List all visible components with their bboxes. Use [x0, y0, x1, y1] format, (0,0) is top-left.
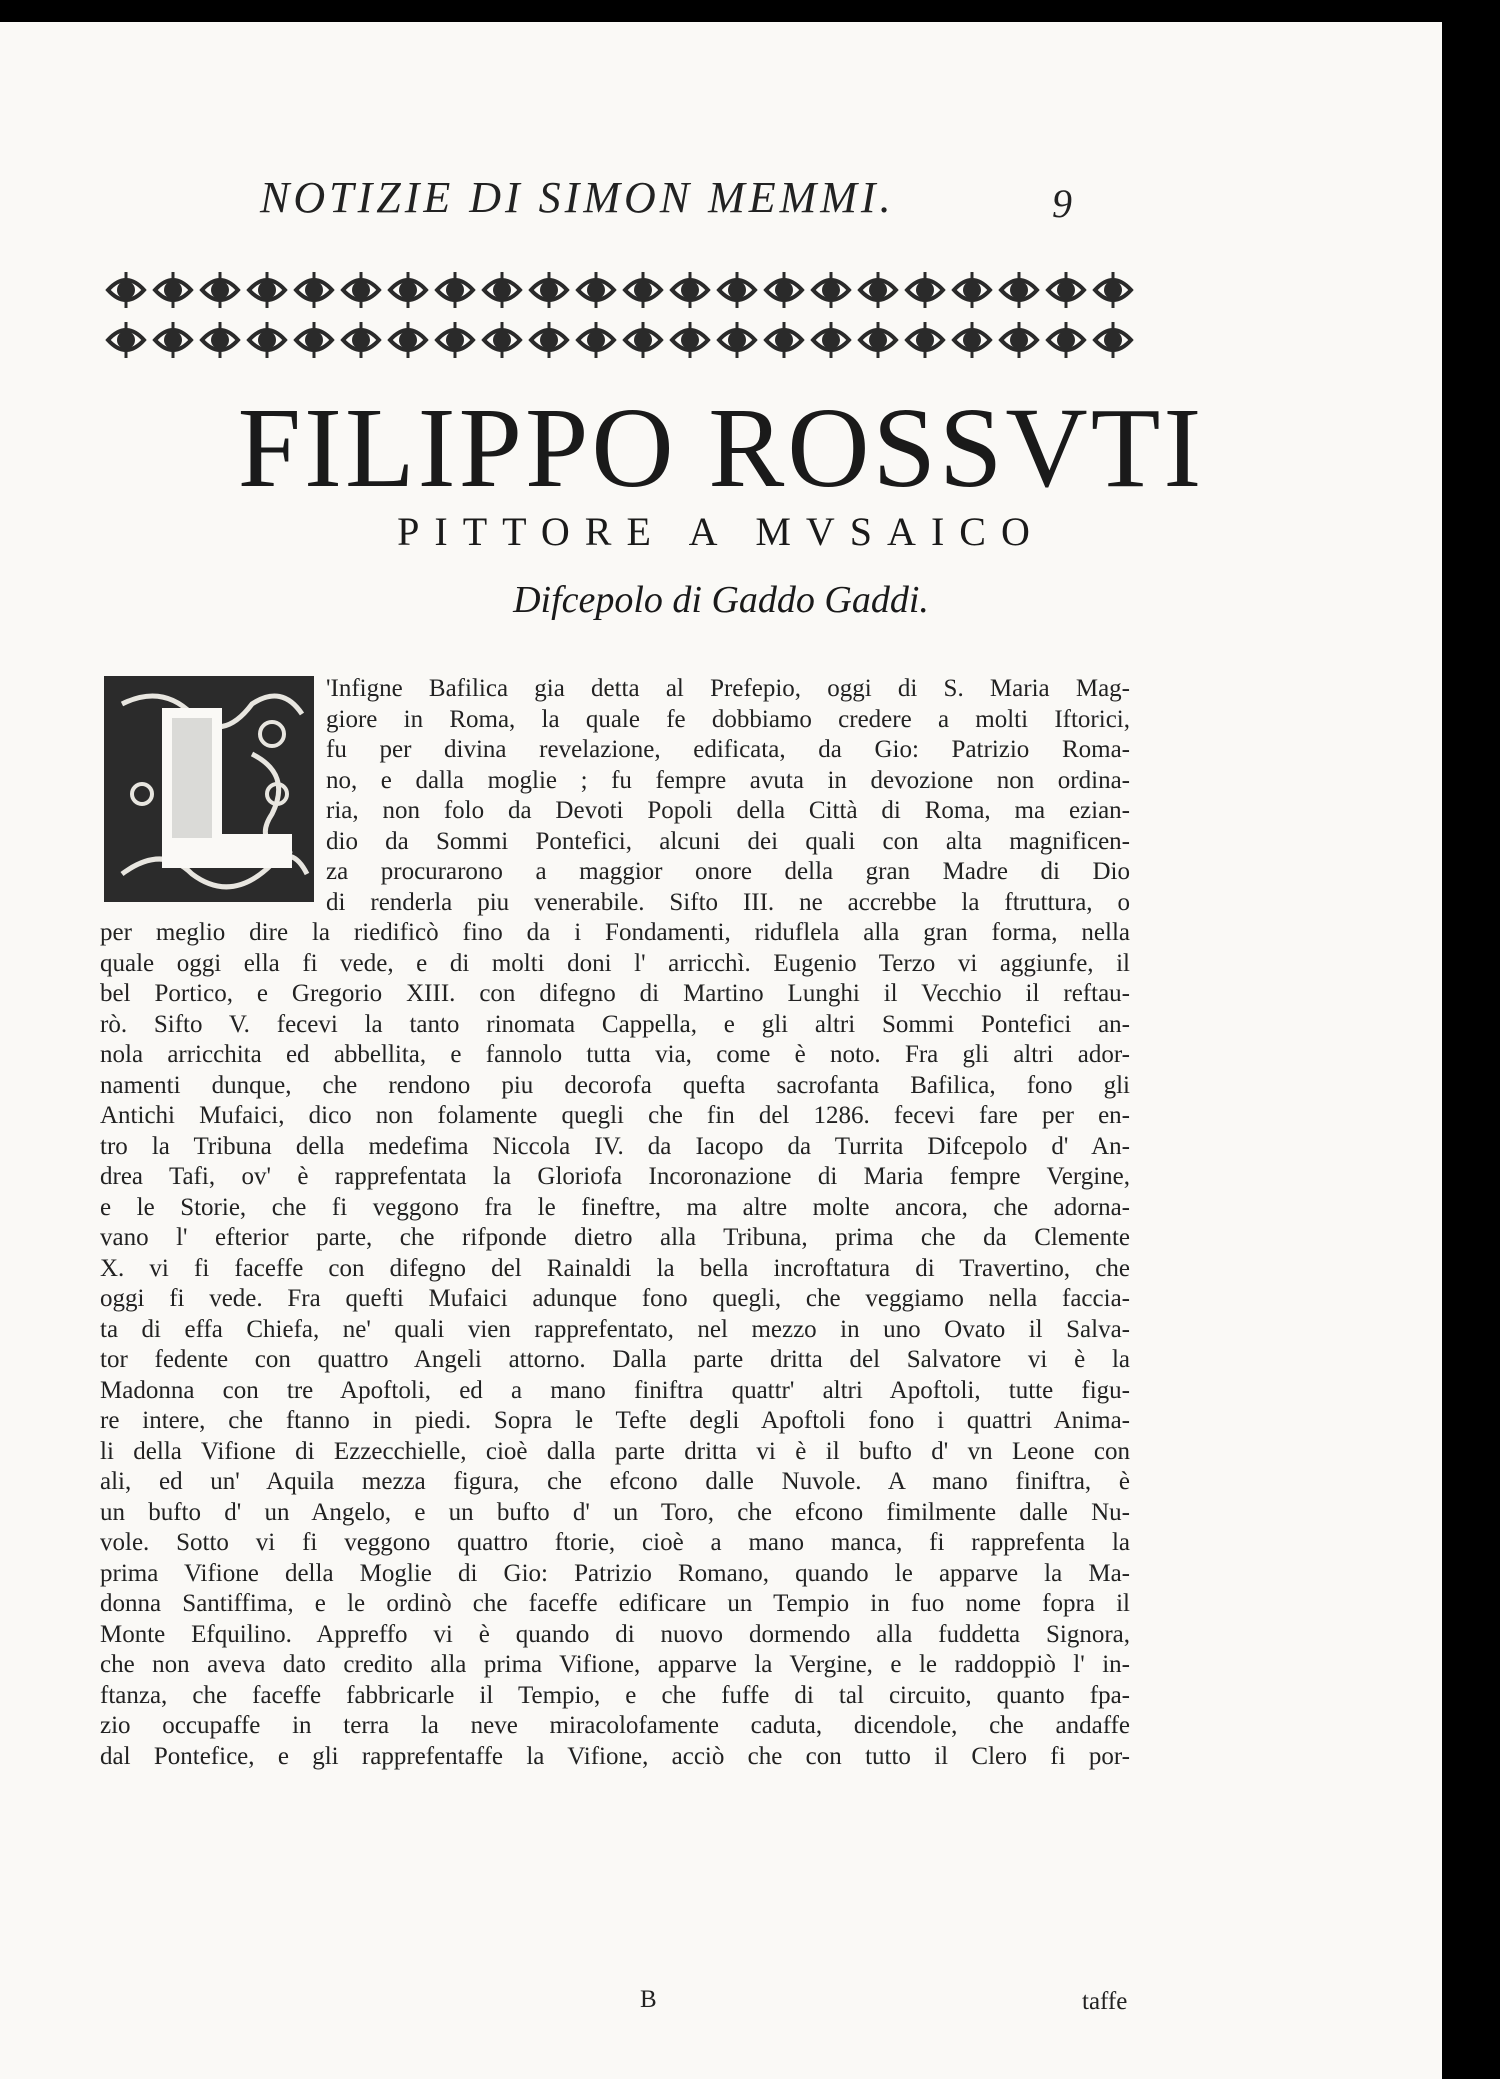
body-text-line: nola arricchita ed abbellita, e fannolo tutta via, come è noto. Fra gli altri ador-: [100, 1041, 1130, 1068]
body-text-line: ria, non folo da Devoti Popoli della Città di Roma, ma ezian-: [326, 797, 1130, 824]
body-text-line: prima Vifione della Moglie di Gio: Patrizio Romano, quando le apparve la Ma-: [100, 1559, 1130, 1587]
catchword: taffe: [1082, 1988, 1128, 2015]
body-text-line: no, e dalla moglie ; fu fempre avuta in devozione non ordina-: [326, 766, 1130, 794]
chapter-title: FILIPPO ROSSVTI: [237, 384, 1205, 511]
body-text-line: zio occupaffe in terra la neve miracolofamente caduta, dicendole, che andaffe: [100, 1712, 1130, 1739]
page-number: 9: [1052, 181, 1072, 226]
body-text-line: tro la Tribuna della medefima Niccola IV. da Iacopo da Turrita Difcepolo d' An-: [100, 1132, 1130, 1160]
disciple-line: Difcepolo di Gaddo Gaddi.: [513, 579, 929, 621]
body-text-line: rò. Sifto V. fecevi la tanto rinomata Cappella, e gli altri Sommi Pontefici an-: [100, 1010, 1130, 1038]
body-text-line: drea Tafi, ov' è rapprefentata la Gloriofa Incoronazione di Maria fempre Vergine,: [100, 1163, 1130, 1190]
body-text-line: Monte Efquilino. Appreffo vi è quando di nuovo dormendo alla fuddetta Signora,: [100, 1620, 1130, 1648]
chapter-subtitle: PITTORE A MVSAICO: [397, 509, 1045, 554]
body-text-line: dal Pontefice, e gli rapprefentaffe la Vifione, acciò che con tutto il Clero fi por-: [100, 1742, 1130, 1770]
body-text-line: li della Vifione di Ezzecchielle, cioè dalla parte dritta vi è il bufto d' vn Leone con: [100, 1437, 1130, 1465]
body-text-line: bel Portico, e Gregorio XIII. con difegno di Martino Lunghi il Vecchio il reftau-: [100, 980, 1130, 1007]
body-text-line: oggi fi vede. Fra quefti Mufaici adunque fono quegli, che veggiamo nella faccia-: [100, 1285, 1130, 1312]
body-text-line: di renderla piu venerabile. Sifto III. ne accrebbe la ftruttura, o: [326, 888, 1130, 916]
body-text-line: Antichi Mufaici, dico non folamente quegli che fin del 1286. fecevi fare per en-: [100, 1102, 1130, 1129]
body-text-line: dio da Sommi Pontefici, alcuni dei quali con alta magnificen-: [326, 827, 1130, 855]
body-text-line: quale oggi ella fi vede, e di molti doni l' arricchì. Eugenio Terzo vi aggiunfe, il: [100, 949, 1130, 977]
body-text-line: 'Infigne Bafilica gia detta al Prefepio, oggi di S. Maria Mag-: [326, 675, 1130, 702]
signature-mark: B: [640, 1986, 657, 2013]
body-text-line: za procurarono a maggior onore della gran Madre di Dio: [326, 858, 1130, 885]
body-text-line: re intere, che ftanno in piedi. Sopra le Tefte degli Apoftoli fono i quattri Anima-: [100, 1407, 1130, 1434]
body-text-line: donna Santiffima, e le ordinò che faceffe edificare un Tempio in fuo nome fopra il: [100, 1590, 1130, 1617]
book-page: [0, 22, 1442, 2079]
body-text-line: Madonna con tre Apoftoli, ed a mano finiftra quattr' altri Apoftoli, tutte figu-: [100, 1376, 1130, 1404]
body-text-line: giore in Roma, la quale fe dobbiamo credere a molti Iftorici,: [326, 705, 1130, 733]
body-text-line: ali, ed un' Aquila mezza figura, che efcono dalle Nuvole. A mano finiftra, è: [100, 1468, 1130, 1495]
floral-border-ornament-icon: [100, 262, 1134, 364]
body-text-line: X. vi fi faceffe con difegno del Rainaldi la bella incroftatura di Travertino, che: [100, 1254, 1130, 1282]
body-text-line: namenti dunque, che rendono piu decorofa quefta sacrofanta Bafilica, fono gli: [100, 1071, 1130, 1099]
decorated-initial-L-icon: [102, 674, 316, 904]
body-text-line: che non aveva dato credito alla prima Vifione, apparve la Vergine, e le raddoppiò l' in-: [100, 1651, 1130, 1678]
body-text-line: ta di effa Chiefa, ne' quali vien rapprefentato, nel mezzo in uno Ovato il Salva-: [100, 1315, 1130, 1343]
body-text-line: un bufto d' un Angelo, e un bufto d' un Toro, che efcono fimilmente dalle Nu-: [100, 1498, 1130, 1526]
body-text-line: e le Storie, che fi veggono fra le fineftre, ma altre molte ancora, che adorna-: [100, 1193, 1130, 1221]
body-text-line: per meglio dire la riedificò fino da i Fondamenti, riduflela alla gran forma, nella: [100, 919, 1130, 946]
body-text-line: fu per divina revelazione, edificata, da Gio: Patrizio Roma-: [326, 736, 1130, 763]
body-text-line: vole. Sotto vi fi veggono quattro ftorie, cioè a mano manca, fi rapprefenta la: [100, 1529, 1130, 1556]
body-text-line: vano l' efterior parte, che rifponde dietro alla Tribuna, prima che da Clemente: [100, 1224, 1130, 1251]
body-text-line: ftanza, che faceffe fabbricarle il Tempio, e che fuffe di tal circuito, quanto fpa-: [100, 1681, 1130, 1709]
running-head: NOTIZIE DI SIMON MEMMI.: [260, 173, 895, 222]
body-text-line: tor fedente con quattro Angeli attorno. Dalla parte dritta del Salvatore vi è la: [100, 1346, 1130, 1373]
